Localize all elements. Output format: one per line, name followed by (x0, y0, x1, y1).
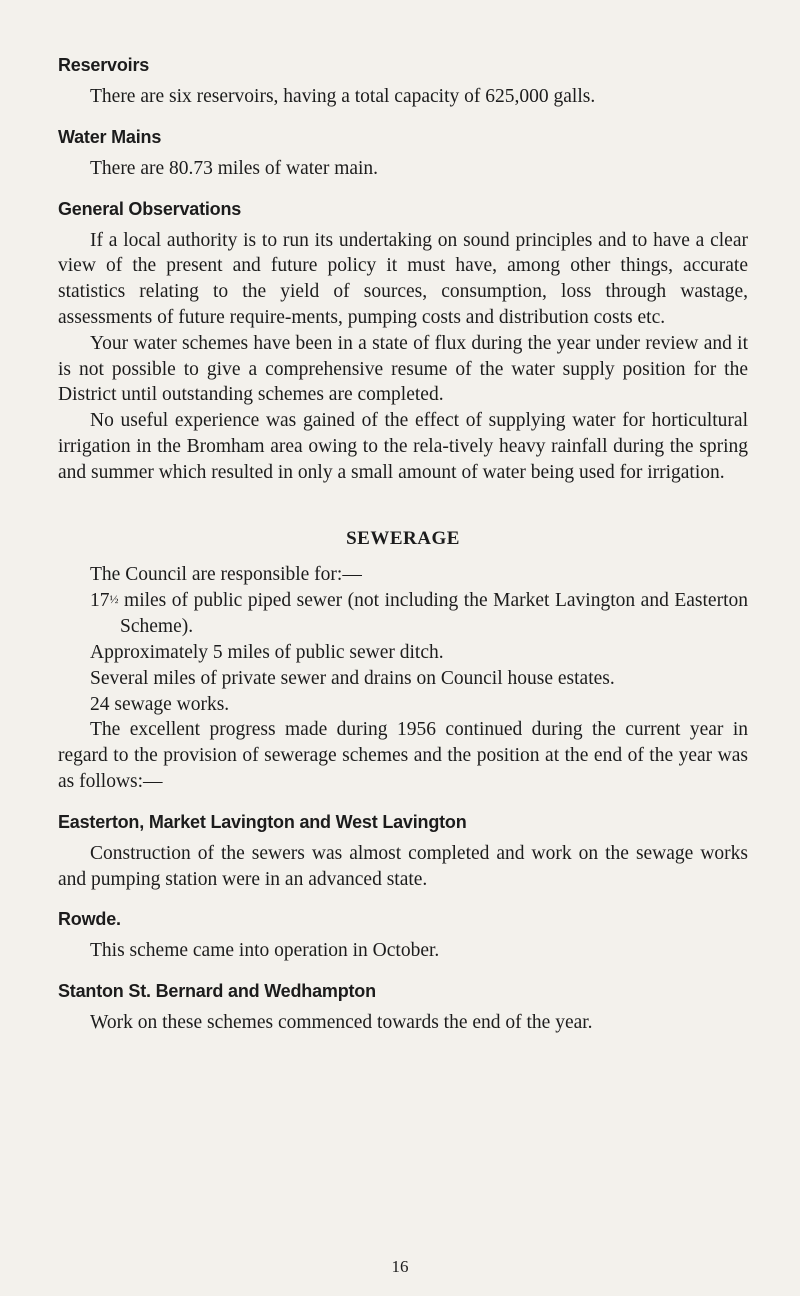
stanton-heading: Stanton St. Bernard and Wedhampton (58, 981, 376, 1002)
reservoirs-text: There are six reservoirs, having a total capacity of 625,000 galls. (90, 86, 596, 107)
piped-sewer-miles-fraction: ½ (109, 592, 119, 607)
reservoirs-section (58, 52, 748, 110)
sewerage-title: SEWERAGE (346, 527, 460, 549)
general-observations-paragraph-2: Your water schemes have been in a state of flux during the year under review and it is not possible to give a comprehensive resume of the water supply position for the District until outstanding schemes are completed. (58, 332, 748, 406)
water-mains-text: There are 80.73 miles of water main. (90, 157, 379, 179)
sewerage-item-piped-sewer (58, 587, 748, 640)
water-mains-heading: Water Mains (58, 126, 162, 147)
easterton-heading: Easterton, Market Lavington and West Lavington (58, 811, 467, 832)
easterton-section (58, 809, 748, 893)
general-observations-heading: General Observations (58, 198, 242, 219)
sewerage-progress: The excellent progress made during 1956 continued during the current year in regard to the provision of sewerage schemes and the position at the end of the year was as follows:— (58, 719, 748, 792)
stanton-section (58, 978, 748, 1036)
sewerage-section (58, 562, 748, 795)
page-number: 16 (391, 1257, 409, 1276)
rowde-text: This scheme came into operation in October. (90, 940, 440, 962)
water-mains-section (58, 124, 748, 182)
stanton-text: Work on these schemes commenced towards the end of the year. (90, 1012, 593, 1034)
rowde-heading: Rowde. (58, 909, 121, 930)
general-observations-paragraph-1: If a local authority is to run its undertaking on sound principles and to have a clear view of the present and future policy it must have, among other things, accurate statistics relating to the yield of sources, consumption, loss through wastage, assessments of future require-ments, pumping costs and distribution costs etc. (58, 229, 748, 328)
sewerage-intro: The Council are responsible for:— (90, 563, 362, 585)
general-observations-section (58, 196, 748, 486)
document-page (58, 52, 748, 1050)
piped-sewer-miles-number: 17 (90, 590, 110, 612)
sewerage-item-private-sewers: Several miles of private sewer and drains on Council house estates. (90, 667, 615, 689)
general-observations-paragraph-3: No useful experience was gained of the effect of supplying water for horticultural irrigation in the Bromham area owing to the rela-tively heavy rainfall during the spring and summer which resulted in only a small amount of water being used for irrigation. (58, 410, 748, 483)
sewerage-item-sewage-works: 24 sewage works. (90, 693, 230, 715)
piped-sewer-text: miles of public piped sewer (not including the Market Lavington and Easterton Scheme). (118, 590, 748, 638)
rowde-section (58, 906, 748, 964)
sewerage-item-sewer-ditch: Approximately 5 miles of public sewer ditch. (90, 641, 444, 663)
easterton-text: Construction of the sewers was almost completed and work on the sewage works and pumping station were in an advanced state. (58, 842, 748, 890)
reservoirs-heading: Reservoirs (58, 55, 150, 75)
